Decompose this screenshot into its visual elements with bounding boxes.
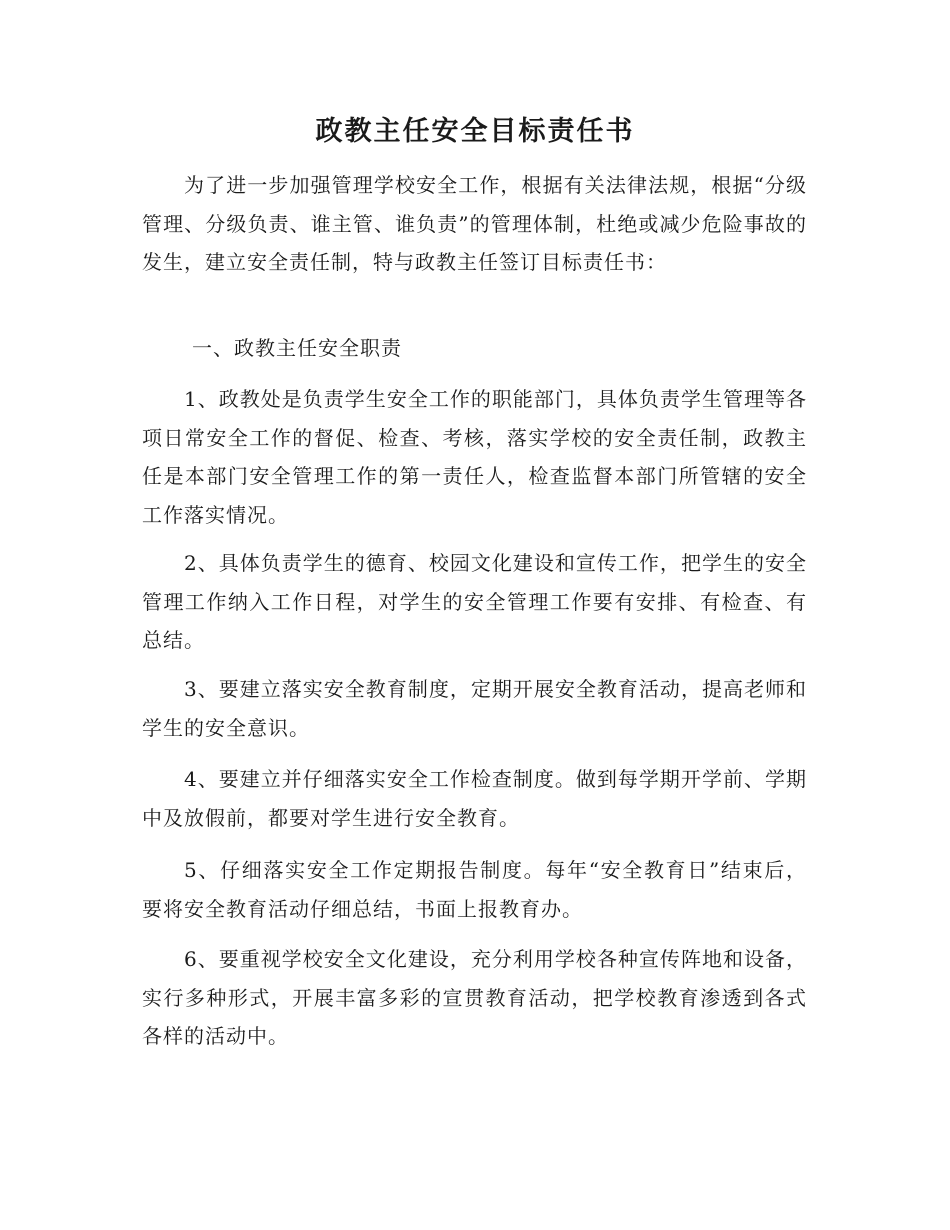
duty-item-4: 4、要建立并仔细落实安全工作检查制度。做到每学期开学前、学期中及放假前，都要对学生进行安全教育。 — [142, 767, 807, 830]
document-title: 政教主任安全目标责任书 — [315, 116, 635, 147]
duty-item-2: 2、具体负责学生的德育、校园文化建设和宣传工作，把学生的安全管理工作纳入工作日程，对学生的安全管理工作要有安排、有检查、有总结。 — [142, 551, 807, 652]
section-heading: 一、政教主任安全职责 — [192, 336, 402, 360]
duty-item-1: 1、政教处是负责学生安全工作的职能部门，具体负责学生管理等各项日常安全工作的督促、检查、考核，落实学校的安全责任制，政教主任是本部门安全管理工作的第一责任人，检查监督本部门所管辖的安全工作落实情况。 — [142, 387, 807, 527]
duty-item-5: 5、仔细落实安全工作定期报告制度。每年“安全教育日”结束后，要将安全教育活动仔细总结，书面上报教育办。 — [142, 858, 807, 921]
intro-paragraph: 为了进一步加强管理学校安全工作，根据有关法律法规，根据“分级管理、分级负责、谁主管、谁负责”的管理体制，杜绝或减少危险事故的发生，建立安全责任制，特与政教主任签订目标责任书： — [142, 173, 807, 274]
duty-item-3: 3、要建立落实安全教育制度，定期开展安全教育活动，提高老师和学生的安全意识。 — [142, 677, 807, 740]
duty-item-6: 6、要重视学校安全文化建设，充分利用学校各种宣传阵地和设备，实行多种形式，开展丰富多彩的宣贯教育活动，把学校教育渗透到各式各样的活动中。 — [142, 947, 807, 1048]
